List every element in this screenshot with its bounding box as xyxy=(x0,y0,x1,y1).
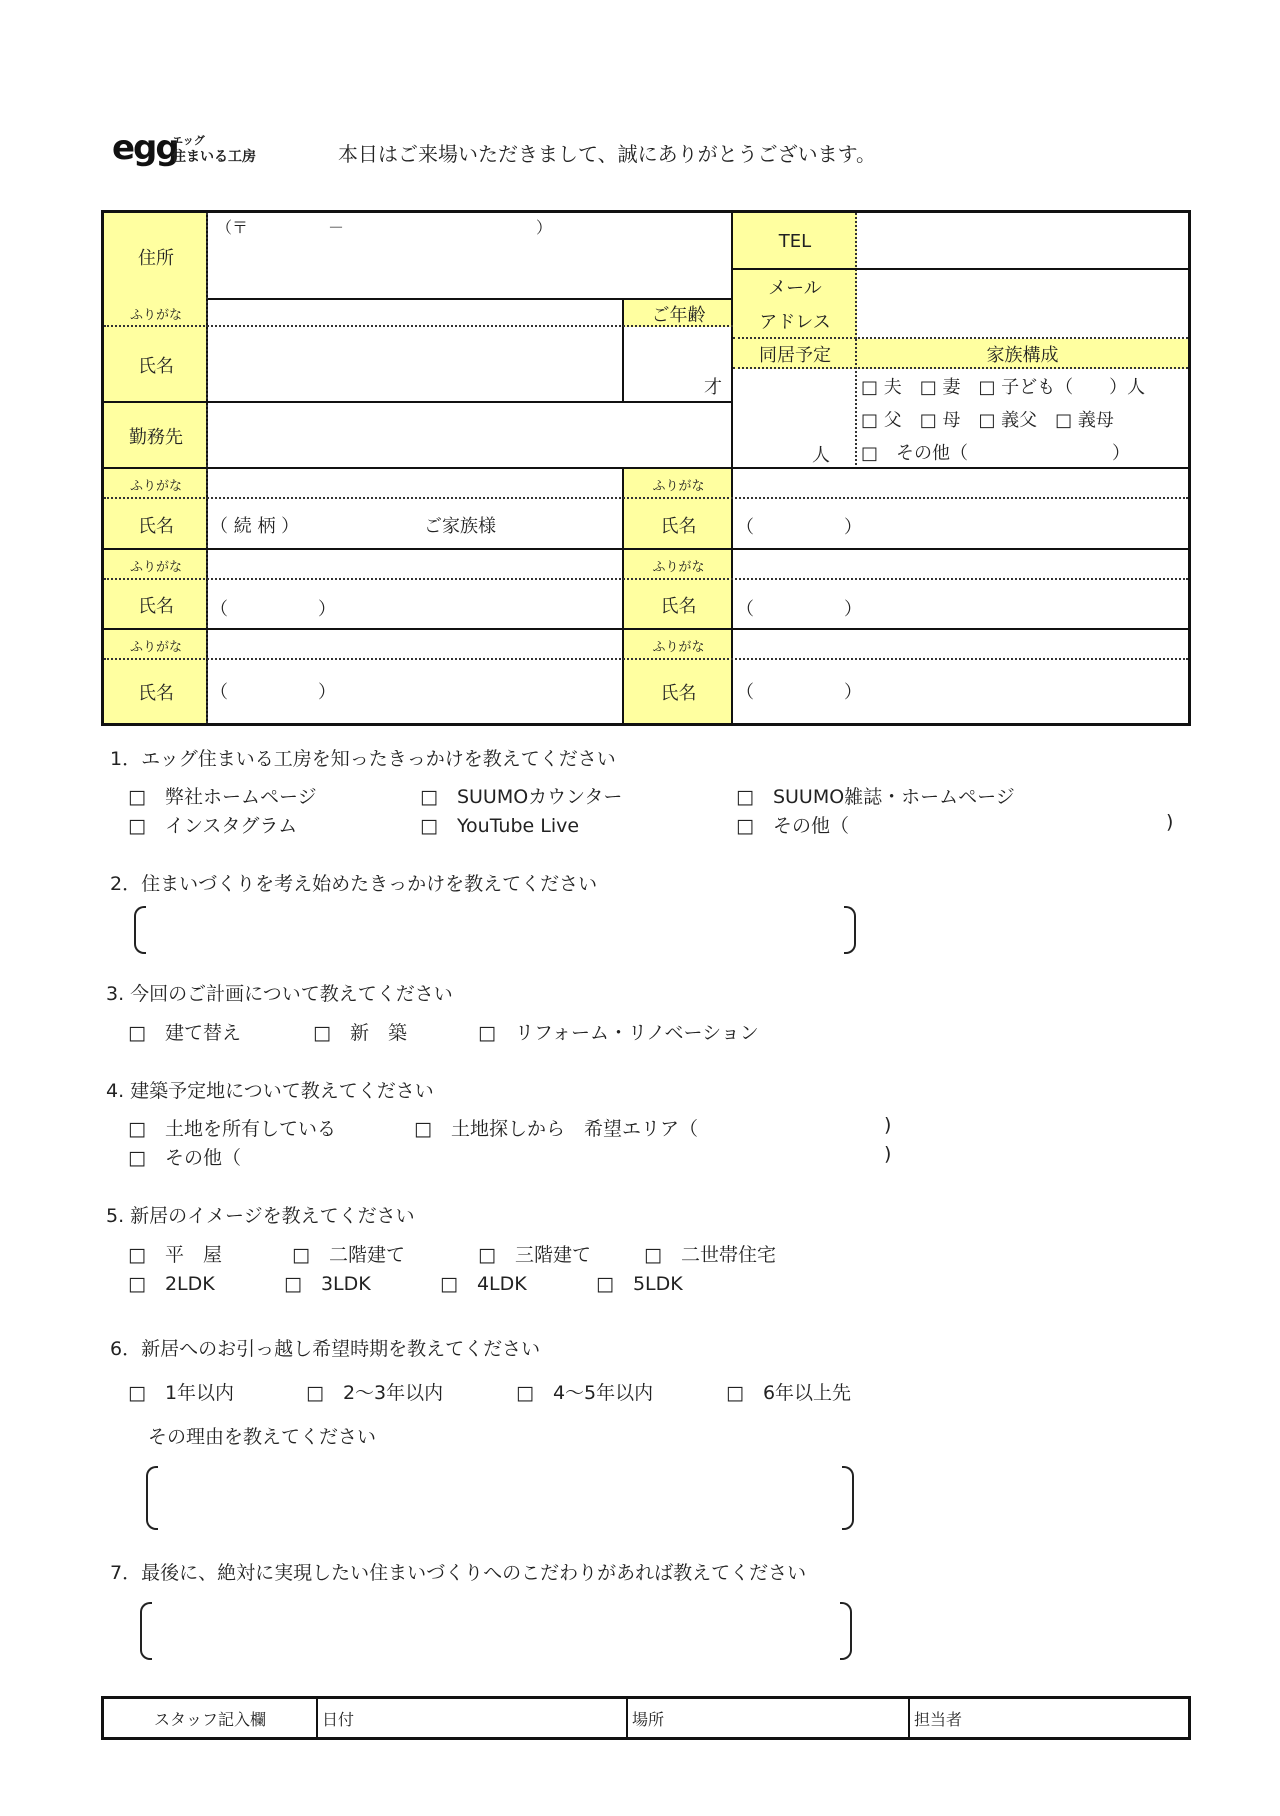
q6-reason-label: その理由を教えてください xyxy=(148,1426,377,1448)
greeting-text: 本日はご来場いただきまして、誠にありがとうございます。 xyxy=(338,142,876,166)
q2-title: 2．住まいづくりを考え始めたきっかけを教えてください xyxy=(110,873,598,895)
furigana-label-r3: ふりがな xyxy=(624,630,733,660)
furigana-label-r2: ふりがな xyxy=(624,550,733,580)
company-logo xyxy=(112,128,272,168)
furigana-label-r1: ふりがな xyxy=(624,469,733,499)
q5-option-7[interactable]: □ 4LDK xyxy=(440,1273,527,1295)
staff-label: スタッフ記入欄 xyxy=(153,1710,266,1729)
name-label-r2: 氏名 xyxy=(624,580,733,630)
staff-person[interactable]: 担当者 xyxy=(914,1710,963,1729)
customer-info-table xyxy=(101,210,1191,726)
family-row-1[interactable]: □ 夫 □ 妻 □ 子ども（ ）人 xyxy=(861,377,1146,398)
q5-title: 5. 新居のイメージを教えてください xyxy=(106,1205,415,1227)
q7-answer-bracket-right xyxy=(840,1602,852,1660)
q1-option-5[interactable]: □ YouTube Live xyxy=(420,815,580,837)
address-label: 住所 xyxy=(104,213,208,300)
q6-option-4[interactable]: □ 6年以上先 xyxy=(726,1382,852,1404)
q7-title: 7．最後に、絶対に実現したい住まいづくりへのこだわりがあれば教えてください xyxy=(110,1562,807,1584)
family-row-3[interactable]: □ その他（ ） xyxy=(861,443,1131,464)
q3-option-3[interactable]: □ リフォーム・リノベーション xyxy=(478,1022,759,1044)
name-label-r3: 氏名 xyxy=(624,660,733,723)
q6-answer-bracket-right xyxy=(842,1466,854,1530)
q2-answer-bracket-left xyxy=(134,906,146,954)
q1-option-1[interactable]: □ 弊社ホームページ xyxy=(128,786,317,808)
q5-option-5[interactable]: □ 2LDK xyxy=(128,1273,215,1295)
q4-option-2[interactable]: □ 土地探しから 希望エリア（ xyxy=(414,1118,698,1140)
name-label-3: 氏名 xyxy=(104,580,208,630)
cohabit-label: 同居予定 xyxy=(733,339,857,369)
q3-title: 3. 今回のご計画について教えてください xyxy=(106,983,453,1005)
q5-option-2[interactable]: □ 二階建て xyxy=(292,1244,405,1266)
relation-l3[interactable]: （ ） xyxy=(210,682,336,703)
mail-label-line2: アドレス xyxy=(759,312,831,333)
age-unit: 才 xyxy=(704,377,722,398)
q6-answer-area[interactable] xyxy=(162,1466,838,1530)
q4-close-2: ) xyxy=(884,1143,892,1165)
q4-option-1[interactable]: □ 土地を所有している xyxy=(128,1118,336,1140)
logo-sub2: 住まいる工房 xyxy=(172,149,256,165)
furigana-label: ふりがな xyxy=(104,300,208,327)
logo-sub1: エッグ xyxy=(172,134,205,147)
family-row-2[interactable]: □ 父 □ 母 □ 義父 □ 義母 xyxy=(861,410,1114,431)
q1-option-6[interactable]: □ その他（ xyxy=(736,815,849,837)
q1-option-3[interactable]: □ SUUMO雑誌・ホームページ xyxy=(736,786,1015,808)
family-label: 家族構成 xyxy=(857,339,1188,369)
person-unit: 人 xyxy=(812,445,830,466)
relation-r1[interactable]: （ ） xyxy=(736,517,862,538)
q1-title: 1．エッグ住まいる工房を知ったきっかけを教えてください xyxy=(110,748,616,770)
q7-answer-area[interactable] xyxy=(156,1602,836,1660)
tel-label: TEL xyxy=(733,213,857,270)
q6-title: 6．新居へのお引っ越し希望時期を教えてください xyxy=(110,1338,541,1360)
q2-answer-area[interactable] xyxy=(150,906,840,954)
q6-option-2[interactable]: □ 2～3年以内 xyxy=(306,1382,444,1404)
q1-option-2[interactable]: □ SUUMOカウンター xyxy=(420,786,623,808)
logo-egg: egg xyxy=(112,128,178,168)
q7-answer-bracket-left xyxy=(140,1602,152,1660)
q4-title: 4. 建築予定地について教えてください xyxy=(106,1080,434,1102)
furigana-label-4: ふりがな xyxy=(104,630,208,660)
name-label-2: 氏名 xyxy=(104,499,208,550)
q6-option-3[interactable]: □ 4～5年以内 xyxy=(516,1382,654,1404)
name-label: 氏名 xyxy=(104,327,208,403)
mail-label-line1: メール xyxy=(768,278,822,299)
staff-place[interactable]: 場所 xyxy=(632,1710,665,1729)
q4-option-3[interactable]: □ その他（ xyxy=(128,1147,241,1169)
q3-option-2[interactable]: □ 新 築 xyxy=(313,1022,407,1044)
name-label-4: 氏名 xyxy=(104,660,208,723)
q5-option-4[interactable]: □ 二世帯住宅 xyxy=(644,1244,776,1266)
q5-option-3[interactable]: □ 三階建て xyxy=(478,1244,591,1266)
relation-hint: （ 続 柄 ） xyxy=(210,516,300,537)
staff-table xyxy=(101,1696,1191,1740)
q6-option-1[interactable]: □ 1年以内 xyxy=(128,1382,235,1404)
postal-code-field[interactable]: （〒 － ） xyxy=(216,218,553,237)
q3-option-1[interactable]: □ 建て替え xyxy=(128,1022,241,1044)
q6-answer-bracket-left xyxy=(146,1466,158,1530)
relation-r3[interactable]: （ ） xyxy=(736,682,862,703)
staff-date[interactable]: 日付 xyxy=(322,1710,355,1729)
mail-label xyxy=(733,270,857,339)
family-sama: ご家族様 xyxy=(424,516,496,537)
relation-r2[interactable]: （ ） xyxy=(736,599,862,620)
q2-answer-bracket-right xyxy=(844,906,856,954)
work-label: 勤務先 xyxy=(104,403,208,469)
q4-close-1: ) xyxy=(884,1114,892,1136)
q1-option-4[interactable]: □ インスタグラム xyxy=(128,815,298,837)
age-label: ご年齢 xyxy=(624,300,733,327)
name-label-r1: 氏名 xyxy=(624,499,733,550)
furigana-label-3: ふりがな xyxy=(104,550,208,580)
q5-option-8[interactable]: □ 5LDK xyxy=(596,1273,683,1295)
q5-option-1[interactable]: □ 平 屋 xyxy=(128,1244,222,1266)
q5-option-6[interactable]: □ 3LDK xyxy=(284,1273,371,1295)
relation-l2[interactable]: （ ） xyxy=(210,599,336,620)
q1-close-paren: ) xyxy=(1166,811,1174,833)
furigana-label-2: ふりがな xyxy=(104,469,208,499)
